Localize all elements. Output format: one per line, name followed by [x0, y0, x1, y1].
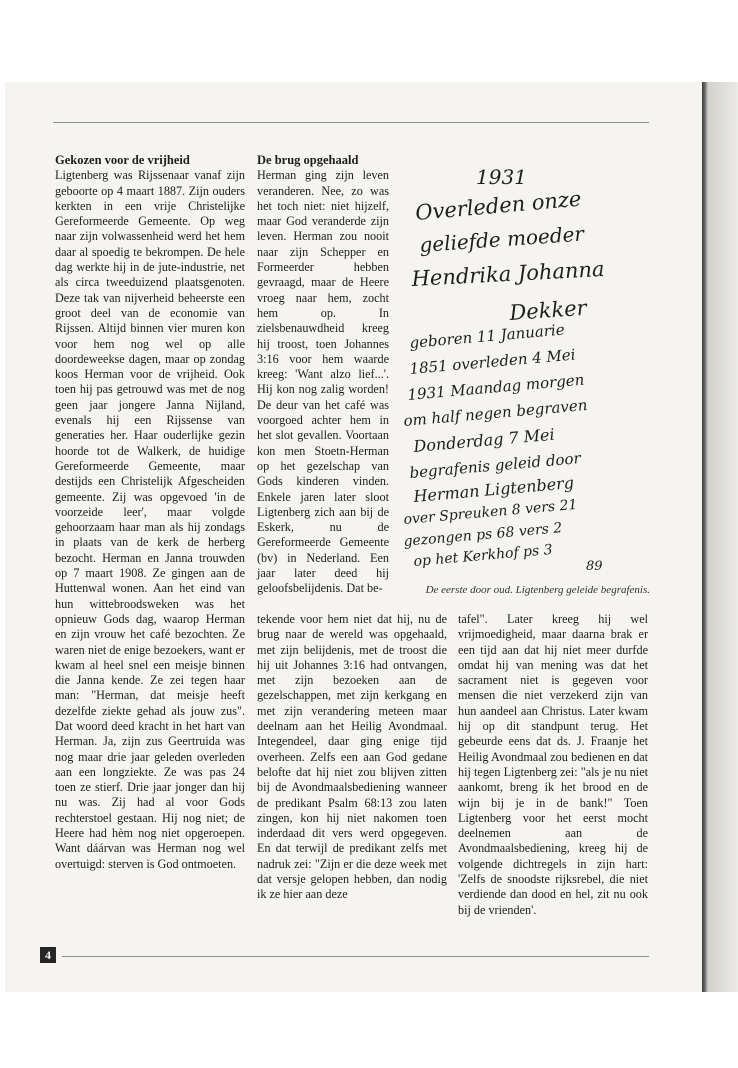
handwritten-line: begrafenis geleid door: [408, 449, 582, 482]
bottom-rule: [62, 956, 649, 957]
book-spine: [702, 82, 738, 992]
body-brug-top: Herman ging zijn leven veranderen. Nee, zo was het toch niet: niet hijzelf, maar God veranderde zijn leven. Herman zou nooit naar zijn Schepper en Formeerder hebben gevraagd, maar de Heere vroeg naar hem, zocht hem op. In zielsbenauwdheid kreeg hij troost, toen Johannes 3:16 voor hem waarde kreeg: 'Want alzo lief...'. Hij kon nog zalig worden! De deur van het café was voorgoed achter hem in het slot gevallen. Voortaan kon men Stoetn-Herman op het gezelschap van Gods kinderen vinden. Enkele jaren later sloot Ligtenberg zich aan bij de Eskerk, nu de Gereformeerde Gemeente (bv) in Nederland. Een jaar later deed hij geloofsbelijdenis. Dat be-: [257, 168, 389, 596]
handwritten-line: Donderdag 7 Mei: [412, 424, 556, 456]
handwritten-line: gezongen ps 68 vers 2: [402, 520, 563, 550]
handwritten-line: 1931 Maandag morgen: [406, 370, 586, 404]
page-number: 4: [40, 947, 56, 963]
column-brug: [257, 153, 389, 597]
heading-gekozen: Gekozen voor de vrijheid: [55, 153, 190, 167]
photo-caption: De eerste door oud. Ligtenberg geleide begrafenis.: [425, 584, 650, 596]
handwritten-line: geliefde moeder: [418, 221, 585, 257]
handwritten-line: 89: [586, 559, 603, 572]
handwritten-line: Hendrika Johanna: [411, 256, 606, 291]
handwritten-line: om half negen begraven: [402, 395, 589, 430]
handwritten-line: over Spreuken 8 vers 21: [402, 496, 578, 528]
body-avondmaal: tafel". Later kreeg hij wel vrijmoedigheid, maar daarna brak er een tijd aan dat hij niet meer durfde omdat hij van mening was dat het sacrament niet is gegeven voor mensen die niet verzekerd zijn van hun aandeel aan Christus. Later kwam hij op dit standpunt terug. Het gebeurde eens dat ds. J. Fraanje het Heilig Avondmaal zou bedienen en dat hij tegen Ligtenberg zei: "als je nu niet aankomt, breng ik het brood en de wijn bij je in de bank!" Toen Ligtenberg voor het eerst mocht deelnemen aan de Avondmaalsbediening, kreeg hij de volgende dichtregels in zijn hart: 'Zelfs de snoodste rijksrebel, die niet verdiende dan dood en hel, zit nu ook bij de vrienden'.: [458, 612, 648, 917]
handwritten-line: 1931: [476, 165, 527, 189]
handwritten-notice-svg: [396, 152, 652, 572]
handwritten-line: geboren 11 Januarie: [408, 320, 566, 352]
body-gekozen: Ligtenberg was Rijssenaar vanaf zijn geboorte op 4 maart 1887. Zijn ouders kerkten in een vrije Christelijke Gereformeerde Gemeente. Op weg naar zijn volwassenheid werd het hem daar al spoedig te bekrompen. De hele dag werkte hij in de jute-industrie, net als circa tweeduizend plaatsgenoten. Deze tak van nijverheid beheerste een groot deel van de economie van Rijssen. Altijd binnen vier muren kon voor hem nog wel op alle doordeweekse dagen, maar op zondag koos Herman voor de vrijheid. Ook toen hij pas getrouwd was met de nog geen jaar jongere Janna Nijland, evenals hij een Rijssense van generaties her. Haar ouderlijke gezin hoorde tot de Walkerk, de huidige Gereformeerde Gemeente, maar destijds een Christelijk Afgescheiden gemeente. Zij was opgevoed 'in de voorzeide leer', maar volgde gehoorzaam haar man als hij zondags in plaats van de kerk de herberg bezocht. Herman en Janna trouwden op 7 maart 1908. Ze gingen aan de Huttenwal wonen. Aan het eind van hun wittebroodsweken was het opnieuw Gods dag, waarop Herman en zijn vrouw het café bezochten. Ze waren niet de enige bezoekers, want er kwam al heel snel een meisje binnen die Janna kende. Ze zei tegen haar man: "Herman, dat meisje heeft dezelfde ziekte gehad als jouw zus". Dat woord deed kracht in het hart van Herman. Ja, zijn zus Geertruida was nog maar drie jaar geleden overleden aan een longziekte. Ze was pas 24 toen ze stierf. Drie jaar jonger dan hij nu was. Zij had al voor Gods rechterstoel gestaan. Hij nog niet; de Heere had hèm nog niet opgeroepen. Want dáárvan was Herman nog wel overtuigd: sterven is God ontmoeten.: [55, 168, 245, 871]
handwritten-line: op het Kerkhof ps 3: [412, 541, 554, 570]
body-brug-bottom: tekende voor hem niet dat hij, nu de brug naar de wereld was opgehaald, met zijn belijdenis, met de troost die hij uit Johannes 3:16 had ontvangen, met zijn bezoeken aan de gezelschappen, met zijn kerkgang en met zijn verandering meteen maar deelnam aan het Heilig Avondmaal. Integendeel, daar ging enige tijd overheen. Zelfs een aan God gedane belofte dat hij niet zou blijven zitten bij de Avondmaalsbediening wanneer de predikant Psalm 68:13 zou laten zingen, kon hij niet nakomen toen inderdaad dit vers werd opgegeven. En dat terwijl de predikant zelfs met nadruk zei: "Zijn er die deze week met dat versje gelopen hebben, dan nodig ik ze hier aan deze: [257, 612, 447, 902]
heading-brug: De brug opgehaald: [257, 153, 359, 167]
column-avondmaal: [458, 612, 648, 918]
column-brug-continued: [257, 612, 447, 903]
column-gekozen: [55, 153, 245, 872]
handwritten-line: Overleden onze: [414, 186, 583, 225]
handwritten-line: Herman Ligtenberg: [412, 473, 575, 506]
top-rule: [53, 122, 649, 123]
handwritten-notice: [396, 152, 652, 572]
handwritten-line: 1851 overleden 4 Mei: [408, 345, 577, 378]
handwritten-line: Dekker: [508, 295, 588, 325]
